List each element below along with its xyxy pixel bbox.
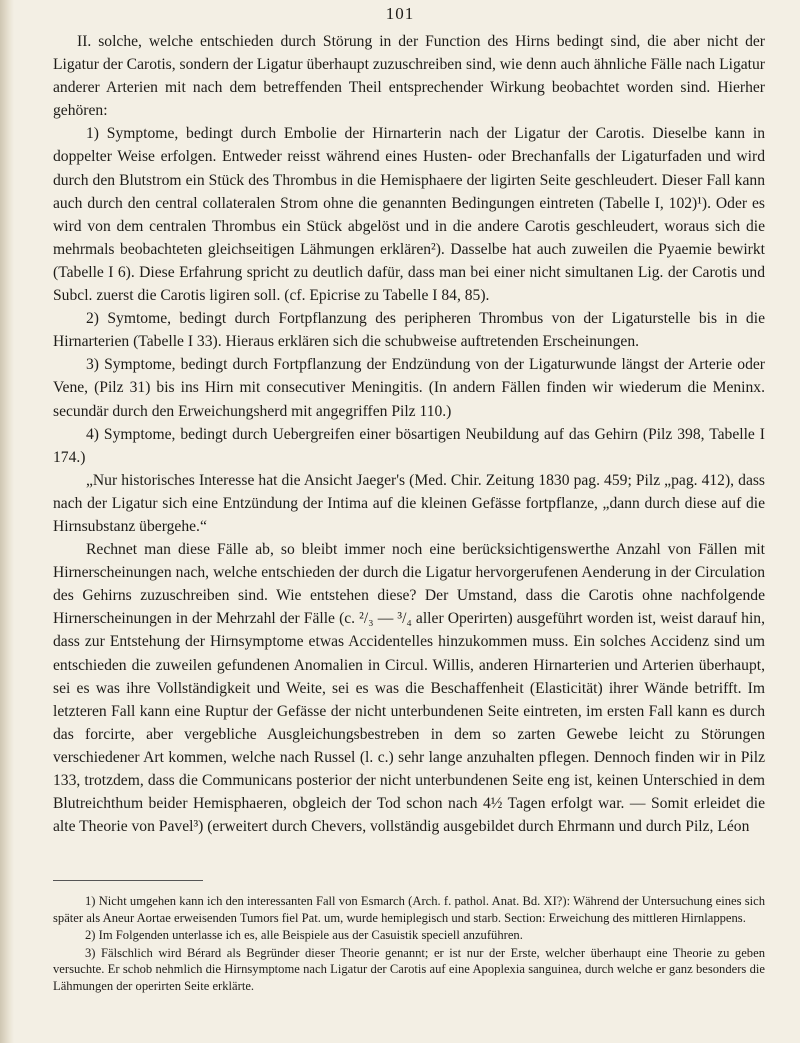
paragraph-entzuendung: 3) Symptome, bedingt durch Fortpflanzung der Endzündung von der Ligaturwunde längst der Arterie oder Vene, (Pilz 31) bis ins Hirn mit consecutiver Meningitis. (In andern Fällen finden wir wiederum die Meninx. secundär durch den Erweichungsherd mit angegriffen Pilz 110.)	[53, 356, 765, 420]
paragraph-intro: II. solche, welche entschieden durch Störung in der Function des Hirns bedingt sind, die aber nicht der Ligatur der Carotis, sondern der Ligatur überhaupt zuzuschreiben sind, wie denn auch ähnliche Fälle nach Ligatur anderer Arterien mit nach dem betreffenden Theil entsprechender Wirkung beobachtet worden sind. Hierher gehören:	[53, 33, 765, 120]
paragraph-jaeger-quote: „Nur historisches Interesse hat die Ansicht Jaeger's (Med. Chir. Zeitung 1830 pag. 459; Pilz „pag. 412), dass nach der Ligatur sich eine Entzündung der Intima auf die kleinen Gefässe fortpflanze, „dann durch diese auf die Hirnsubstanz übergehe.“	[53, 471, 765, 535]
paragraph-embolie: 1) Symptome, bedingt durch Embolie der Hirnarterin nach der Ligatur der Carotis. Dieselbe kann in doppelter Weise erfolgen. Entweder reisst während eines Husten- oder Brechanfalls der Ligaturfaden und wird durch den Blutstrom ein Stück des Thrombus in die Hemisphaere der ligirten Seite geschleudert. Dieser Fall kann auch durch den central collateralen Strom ohne die genannten Bedingungen eintreten (Tabelle I, 102)¹). Oder es wird von dem centralen Thrombus ein Stück abgelöst und in die andere Carotis geschleudert, woraus sich die mehrmals beobachteten gleichseitigen Lähmungen erklären²). Dasselbe hat auch zuweilen die Pyaemie bewirkt (Tabelle I 6). Diese Erfahrung spricht zu deutlich dafür, dass man bei einer nicht simultanen Lig. der Carotis und Subcl. zuerst die Carotis ligiren soll. (cf. Epicrise zu Tabelle I 84, 85).	[53, 125, 765, 305]
body-text	[53, 30, 765, 838]
footnotes	[53, 893, 765, 996]
page-spine-shadow	[0, 0, 14, 1043]
paragraph-circulation: Rechnet man diese Fälle ab, so bleibt immer noch eine berücksichtigenswerthe Anzahl von Fällen mit Hirnerscheinungen nach, welche entschieden der durch die Ligatur hervorgerufenen Aenderung in der Circulation des Gehirns zuzuschreiben sind. Wie entstehen diese? Der Umstand, dass die Carotis ohne nachfolgende Hirnerscheinungen in der Mehrzahl der Fälle (c. ²/₃ — ³/₄ aller Operirten) ausgeführt worden ist, weist darauf hin, dass zur Entstehung der Hirnsymptome etwas Accidentelles hinzukommen muss. Ein solches Accidenz sind um entschieden die zuweilen gefundenen Anomalien in Circul. Willis, anderen Hirnarterien und Arterien überhaupt, sei es was ihre Vollständigkeit und Weite, sei es was die Beschaffenheit (Elasticität) ihrer Wände betrifft. Im letzteren Fall kann eine Ruptur der Gefässe der nicht unterbundenen Seite eintreten, im ersten Fall kann es durch das forcirte, aber vergebliche Ausgleichungsbestreben in dem so zarten Gewebe leicht zu Störungen verschiedener Art kommen, welche nach Russel (l. c.) sehr lange anzuhalten pflegen. Dennoch finden wir in Pilz 133, trotzdem, dass die Communicans posterior der nicht unterbundenen Seite eng ist, keinen Unterschied in dem Blutreichthum beider Hemisphaeren, obgleich der Tod schon nach 4½ Tagen erfolgt war. — Somit erleidet die alte Theorie von Pavel³) (erweitert durch Chevers, vollständig ausgebildet durch Ehrmann und durch Pilz, Léon	[53, 541, 765, 836]
footnote-2: 2) Im Folgenden unterlasse ich es, alle Beispiele aus der Casuistik speciell anzuführen.	[85, 928, 523, 943]
paragraph-neubildung: 4) Symptome, bedingt durch Uebergreifen einer bösartigen Neubildung auf das Gehirn (Pilz 398, Tabelle I 174.)	[53, 425, 765, 466]
page-number: 101	[385, 4, 415, 23]
paragraph-thrombus: 2) Symtome, bedingt durch Fortpflanzung des peripheren Thrombus von der Ligaturstelle bis in die Hirnarterien (Tabelle I 33). Hieraus erklären sich die schubweise auftretenden Erscheinungen.	[53, 310, 765, 351]
footnote-1: 1) Nicht umgehen kann ich den interessanten Fall von Esmarch (Arch. f. pathol. Anat. Bd. XI?): Während der Untersuchung eines sich später als Aneur Aortae erweisenden Tumors fiel Pat. um, wurde hemiplegisch und starb. Section: Erweichung des mittleren Hirnlappens.	[53, 894, 765, 925]
footnote-rule	[53, 880, 203, 881]
footnote-3: 3) Fälschlich wird Bérard als Begründer dieser Theorie genannt; er ist nur der Erste, welcher überhaupt eine Theorie zu geben versuchte. Er schob nehmlich die Hirnsymptome nach Ligatur der Carotis auf eine Apoplexia sanguinea, durch welche er ganz besonders die Lähmungen der operirten Seite erklärte.	[53, 945, 765, 993]
